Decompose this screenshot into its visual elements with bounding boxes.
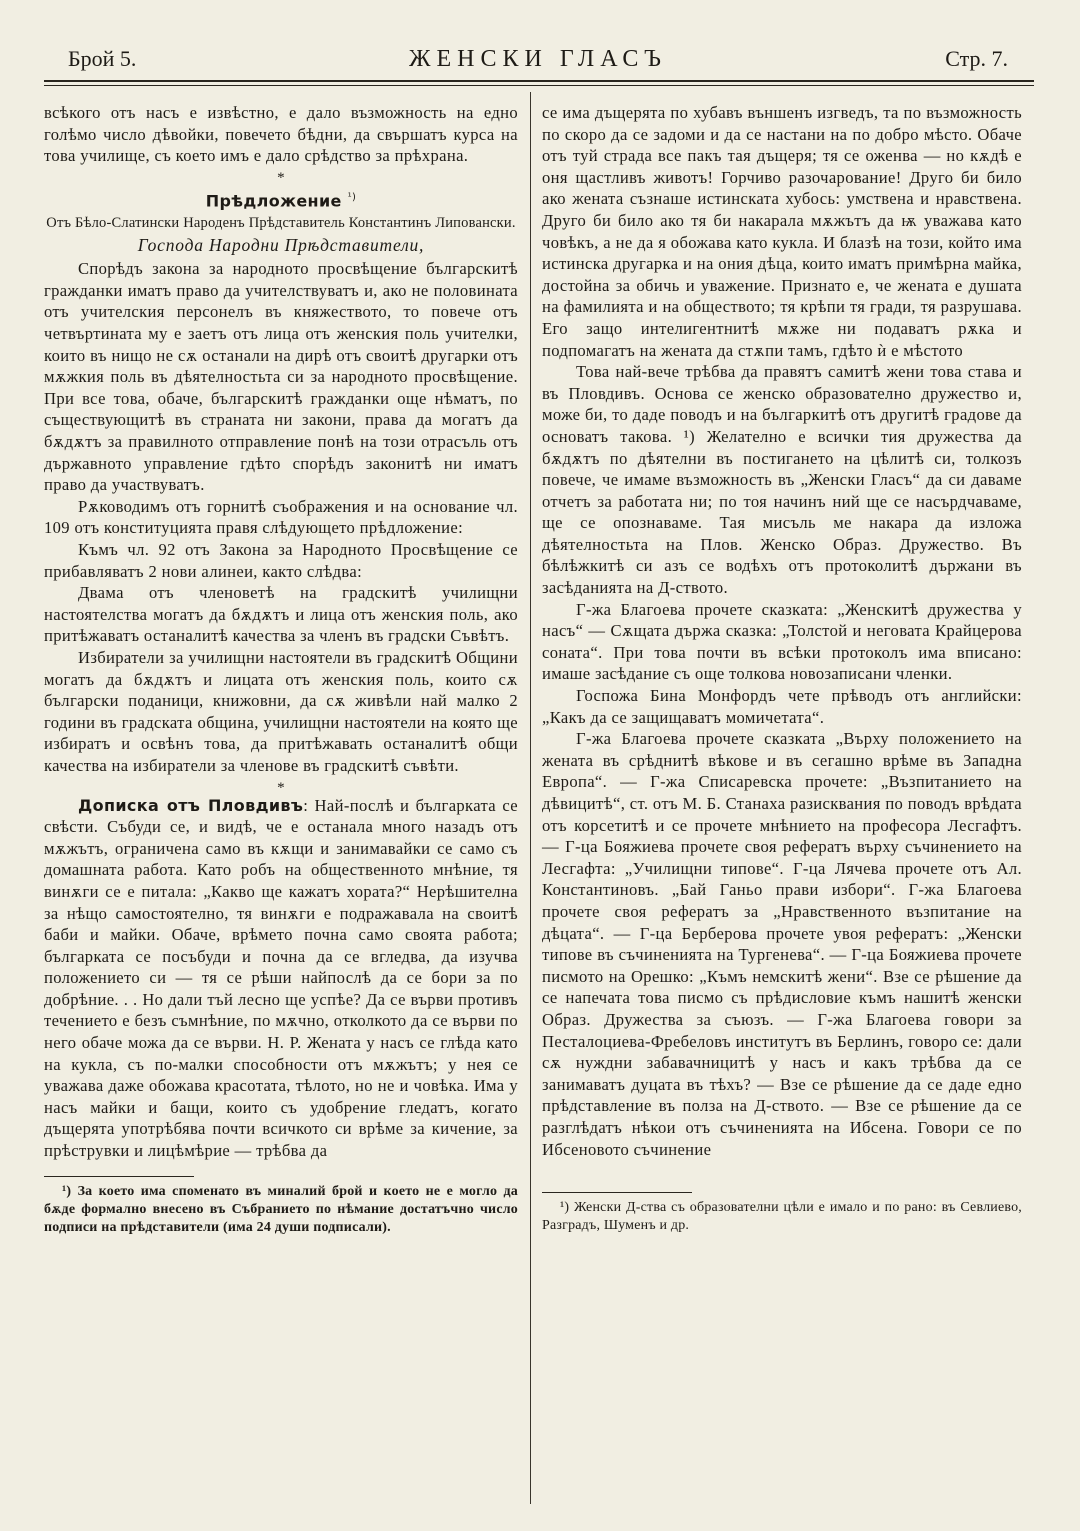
proposal-heading: Прѣдложение $^{^1)}$ xyxy=(205,191,357,211)
left-column xyxy=(44,102,518,1237)
proposal-footnote-mark: ¹) xyxy=(347,191,357,203)
proposal-paragraph: Двама отъ членоветѣ на градскитѣ училищни настоятелства могатъ да бѫдѫтъ и лица отъ женския поль, ако притѣжаватъ останалитѣ качества за членъ въ градски Съвѣтъ. xyxy=(44,583,518,646)
footnote: ¹) Женски Д-ства съ образователни цѣли е имало и по рано: въ Севлиево, Разградъ, Шуменъ и др. xyxy=(542,1200,1022,1234)
proposal-paragraph: Къмъ чл. 92 отъ Закона за Народното Просвѣщение се прибавляватъ 2 нови алинеи, както слѣдва: xyxy=(44,540,518,581)
footnote-rule xyxy=(542,1192,692,1193)
letter-heading: Дописка отъ Пловдивъ xyxy=(78,795,304,815)
section-separator: * xyxy=(277,779,285,796)
newspaper-title: ЖЕНСКИ ГЛАСЪ xyxy=(409,46,667,72)
article-paragraph: се има дъщерята по хубавъ външенъ изгведъ, та по възможность по скоро да се задоми и да се настани на по добро мѣсто. Обаче отъ туй страда все пакъ тая дъщеря; тя се оженва — но кѫдѣ е оня щастливъ животъ! Горчиво разочарование! Друго би било ако жената съзнаше истинската хубось: умствена и нравствена. Друго би било ако тя би накарала мѫжътъ да ѭ уважава като човѣкъ, а не да я обожава като кукла. И блазѣ на този, който има истинска другарка и на ония дѣца, които иматъ примѣрна майка, достойна за обичь и уважение. Признато е, че жената е душата на фамилията и на обществото; тя крѣпи тя гради, тя разрушава. Его защо интелигентнитѣ мѫже ни подаватъ рѫка и подпомагатъ на жената да стѫпи тамъ, гдѣто ѝ е мѣстото xyxy=(542,103,1022,360)
footnote-rule xyxy=(44,1176,194,1177)
letter-text: : Най-послѣ и българката се свѣсти. Събуди се, и видѣ, че е останала много назадъ отъ мѫжътъ, ограничена само въ кѫщи и занимавайки се само съ домашната работа. Като робъ на общественното мнѣние, тя винѫги се е питала: „Какво ще кажатъ хората?“ Нерѣшителна за нѣщо самостоятелно, тя винѫги е подражавала на своитѣ баби и майки. Обаче, врѣмето почна само своята работа; българката се посъбуди и почна да се вгледва, да изучва положението си — тя се рѣши найпослѣ да се бори за по добрѣние. . . Но дали тъй лесно ще успѣе? Да се върви противъ течението е безъ съмнѣние, по мѫчно, отколкото да се върви по него обаче можа да се върви. Н. Р. Жената у насъ се глѣда като на кукла, съ по-малки способности отъ мѫжътъ; у нея се уважава даже обожава красотата, тѣлото, но не и човѣка. Има у насъ майки и бащи, които съ удобрение гледатъ, когато дъщерята употрѣбява почти всичкото си врѣме за кичение, за прѣструвки и лицѣмѣрие — трѣбва да xyxy=(44,795,518,1161)
issue-number: Брой 5. xyxy=(68,46,137,71)
proposal-author: Отъ Бѣло-Слатински Народенъ Прѣдставитель Константинъ Липовански. xyxy=(46,214,516,231)
page-header xyxy=(68,46,1008,78)
article-paragraph: Г-жа Благоева прочете сказката: „Женскитѣ дружества у насъ“ — Сѫщата държа сказка: „Толстой и неговата Крайцерова соната“. При това почти въ всѣки протоколъ има вписано: имаше засѣдание съ още толкова новозаписани членки. xyxy=(542,599,1022,684)
page-number: Стр. 7. xyxy=(945,46,1008,71)
article-paragraph: Госпожа Бина Монфордъ чете прѣводъ отъ английски: „Какъ да се защищаватъ момичетата“. xyxy=(542,686,1022,727)
section-separator: * xyxy=(277,169,285,186)
column-divider xyxy=(530,92,531,1504)
header-rule xyxy=(44,80,1034,82)
right-column xyxy=(542,102,1022,1235)
header-rule-thin xyxy=(44,85,1034,86)
letter-paragraph xyxy=(44,795,518,1162)
proposal-paragraph: Спорѣдъ закона за народното просвѣщение българскитѣ гражданки иматъ право да учителствуватъ и, ако не половината отъ учителския персонелъ въ княжеството, то повече отъ четвъртината му е заетъ отъ лица отъ женския поль учителки, които въ нищо не сѫ останали на дирѣ отъ своитѣ другарки отъ мѫжкия поль въ дѣятелностьта си за народното просвѣщение. При все това, обаче, българскитѣ гражданки още нѣматъ, по съществующитѣ въ страната ни закони, права да могатъ да бѫдѫтъ за правилното отправление понѣ на този отрасъль отъ държавното управление гдѣто спорѣдъ законитѣ ни иматъ право да участвуватъ. xyxy=(44,259,518,495)
article-paragraph: Това най-вече трѣбва да правятъ самитѣ жени това става и въ Пловдивъ. Основа се женско образователно дружество и, може би, то даде поводъ и на българкитѣ отъ другитѣ градове да основатъ такова. ¹) Желателно е всички тия дружества да бѫдѫтъ по дѣятелни въ постигането на цѣлитѣ си, толкозъ повече, че имаме възможность въ „Женски Гласъ“ да си даваме отчетъ за работата ни; по тоя начинъ ний ще се насърдчаваме, ще се опознаваме. Тая мисъль ме накара да изложа дѣятелностьта на Плов. Женско Образ. Дружество. Въ бѣлѣжкитѣ си азъ се водѣхъ отъ протоколитѣ държани въ засѣданията на Д-ството. xyxy=(542,362,1022,598)
proposal-address: Господа Народни Прѣдставители, xyxy=(137,234,425,255)
proposal-paragraph: Избиратели за училищни настоятели въ градскитѣ Общини могатъ да бѫдѫтъ и лицата отъ женския поль, които сѫ български поданици, книжовни, да сѫ живѣли най малко 2 години въ градската община, училищни настоятели на която ще избиратъ и освѣнъ това, да притѣжавать останалитѣ общи качества на избиратели за членове въ градскитѣ съвѣти. xyxy=(44,647,518,775)
article-paragraph: Г-жа Благоева прочете сказката „Върху положението на жената въ срѣднитѣ вѣкове и въ сегашно врѣме въ Западна Европа“. — Г-жа Списаревска прочете: „Възпитанието на дѣвицитѣ“, ст. отъ М. Б. Станаха разисквания по поводъ врѣдата отъ корсетитѣ и се прочете мнѣнието на профеcора Лесгафтъ. — Г-ца Бояжиева прочете своя рефератъ върху съчинението на Лесгафта: „Училищни типове“. Г-ца Лячева прочете отъ Ал. Константиновъ. „Бай Ганьо прави избори“. Г-жа Благоева прочете своя рефератъ за „Нравственното възпитание на дѣцата“. — Г-ца Берберова прочете увоя рефератъ: „Женски типове въ съчиненията на Тургенева“. — Г-ца Бояжиева прочете писмото на Орешко: „Къмъ немскитѣ жени“. Взе се рѣшение да се напечата това писмо съ прѣдисловие къмъ нашитѣ женски Образ. Дружества за съюзъ. — Г-жа Благоева говори за Песталоциева-Фребеловъ институтъ въ Берлинъ, говоро се: дали сѫ нуждни забавачницитѣ у насъ и какъ трѣбва да се занимаватъ дуцата въ тѣхъ? — Взе се рѣшение да се даде едно прѣдставление въ полза на Д-ството. — Взе се рѣшение да се разглѣдатъ нѣкои отъ съчиненията на Ибсена. Говори се по Ибсеновото съчинение xyxy=(542,729,1022,1159)
footnote: ¹) За което има споменато въ миналий брой и което не е могло да бѫде формално внесено въ Събранието по нѣмание достатъчно число подписи на прѣдставители (има 24 души подписали). xyxy=(44,1183,518,1235)
opening-paragraph: всѣкого отъ насъ е извѣстно, е дало възможность на едно голѣмо число дѣвойки, повечето бѣдни, да свършатъ курса на това училище, съ което имъ е дало срѣдство за прѣхрана. xyxy=(44,103,518,166)
proposal-paragraph: Рѫководимъ отъ горнитѣ съображения и на основание чл. 109 отъ конституцията правя слѣдующето прѣдложение: xyxy=(44,496,518,538)
